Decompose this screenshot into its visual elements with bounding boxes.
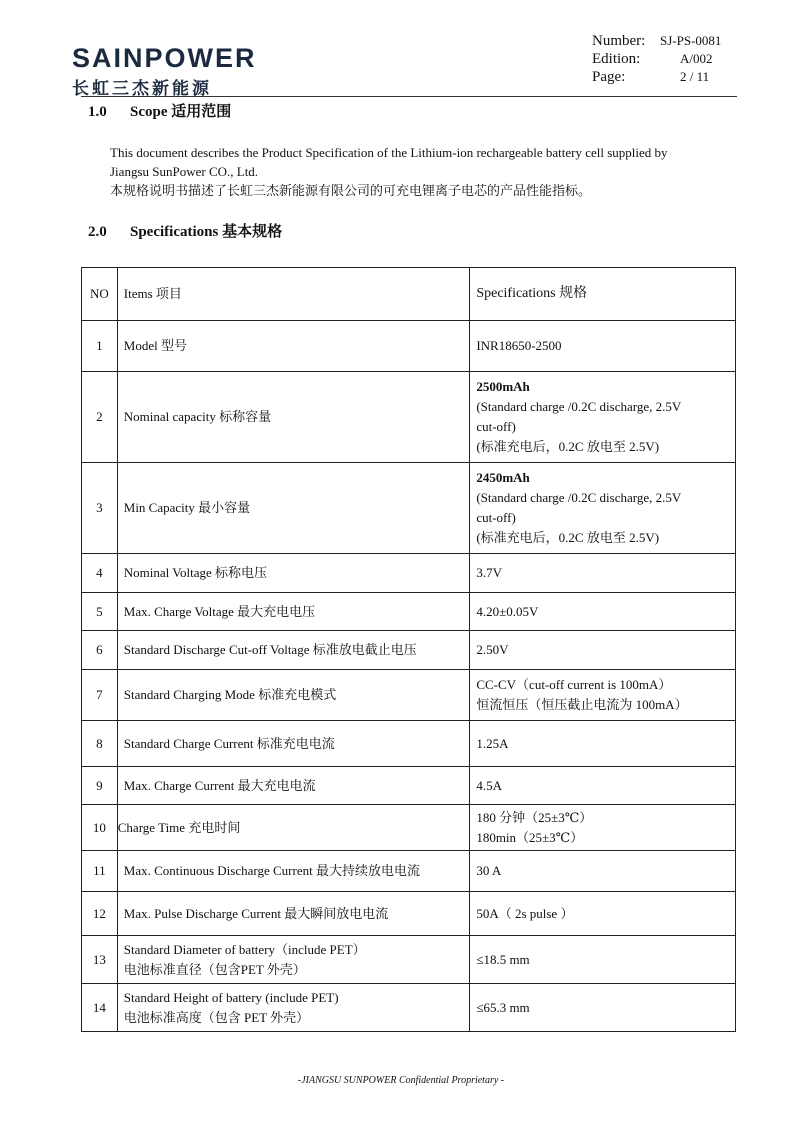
section-number: 2.0	[88, 224, 107, 240]
value-line: 180 分钟（25±3℃）	[476, 809, 593, 825]
row-number: 6	[82, 631, 118, 670]
row-number: 10	[82, 805, 118, 851]
row-value: 4.5A	[470, 767, 736, 805]
specifications-table	[81, 267, 736, 1032]
row-value	[470, 463, 736, 554]
row-item: Min Capacity 最小容量	[117, 463, 470, 554]
value-line: (标准充电后，0.2C 放电至 2.5V)	[476, 530, 660, 545]
edition-label: Edition:	[592, 51, 641, 67]
header-items: Items 项目	[117, 268, 470, 321]
row-value: 50A（ 2s pulse ）	[470, 892, 736, 936]
row-number: 7	[82, 670, 118, 721]
document-meta	[592, 32, 721, 86]
value-line: 180min（25±3℃）	[476, 829, 584, 845]
section-specifications-heading	[88, 220, 282, 241]
section-number: 1.0	[88, 104, 107, 120]
scope-line: This document describes the Product Specification of the Lithium-ion rechargeable battery cell supplied by	[110, 145, 668, 160]
table-row	[82, 892, 736, 936]
row-item	[117, 936, 470, 984]
scope-paragraph	[110, 143, 730, 200]
section-title: Specifications 基本规格	[130, 224, 283, 240]
row-item: Max. Pulse Discharge Current 最大瞬间放电电流	[117, 892, 470, 936]
value-line: 恒流恒压（恒压截止电流为 100mA）	[476, 697, 688, 712]
row-number: 9	[82, 767, 118, 805]
table-row	[82, 554, 736, 593]
value-line: (Standard charge /0.2C discharge, 2.5V	[476, 490, 682, 505]
row-number: 8	[82, 721, 118, 767]
row-item: Nominal capacity 标称容量	[117, 372, 470, 463]
item-line: Standard Diameter of battery（include PET）	[123, 941, 366, 957]
section-scope-heading	[88, 100, 231, 121]
value-line: (标准充电后，0.2C 放电至 2.5V)	[476, 439, 660, 454]
table-row	[82, 936, 736, 984]
row-item: Nominal Voltage 标称电压	[117, 554, 470, 593]
table-row	[82, 984, 736, 1032]
row-value: INR18650-2500	[470, 321, 736, 372]
row-value: 4.20±0.05V	[470, 593, 736, 631]
page-label: Page:	[592, 69, 626, 85]
number-value: SJ-PS-0081	[660, 33, 722, 48]
row-item: Max. Continuous Discharge Current 最大持续放电电流	[117, 851, 470, 892]
table-row	[82, 463, 736, 554]
row-value: 2.50V	[470, 631, 736, 670]
row-value: 3.7V	[470, 554, 736, 593]
scope-line: 本规格说明书描述了长虹三杰新能源有限公司的可充电锂离子电芯的产品性能指标。	[110, 183, 592, 198]
value-line: CC-CV（cut-off current is 100mA）	[476, 677, 672, 692]
section-title: Scope 适用范围	[130, 104, 232, 120]
table-row	[82, 805, 736, 851]
row-item: Max. Charge Voltage 最大充电电压	[117, 593, 470, 631]
item-line: Standard Height of battery (include PET)	[123, 989, 339, 1005]
row-item: Max. Charge Current 最大充电电流	[117, 767, 470, 805]
row-value	[470, 670, 736, 721]
header-divider	[81, 96, 737, 97]
row-number: 5	[82, 593, 118, 631]
table-row	[82, 721, 736, 767]
row-number: 13	[82, 936, 118, 984]
page-value: 2 / 11	[680, 69, 710, 84]
value-line: (Standard charge /0.2C discharge, 2.5V	[476, 399, 682, 414]
number-label: Number:	[592, 33, 646, 49]
row-value: 1.25A	[470, 721, 736, 767]
row-item: Model 型号	[117, 321, 470, 372]
table-row	[82, 321, 736, 372]
table-row	[82, 372, 736, 463]
table-row	[82, 631, 736, 670]
scope-line: Jiangsu SunPower CO., Ltd.	[110, 164, 259, 179]
row-item: Standard Discharge Cut-off Voltage 标准放电截止电压	[117, 631, 470, 670]
row-item	[117, 984, 470, 1032]
logo-wordmark: SAINPOWER	[72, 43, 257, 73]
row-number: 3	[82, 463, 118, 554]
value-primary: 2500mAh	[476, 379, 530, 394]
value-primary: 2450mAh	[476, 470, 530, 485]
item-line: 电池标准高度（包含 PET 外壳）	[123, 1009, 310, 1025]
row-item: Charge Time 充电时间	[117, 805, 470, 851]
row-value	[470, 372, 736, 463]
row-item: Standard Charge Current 标准充电电流	[117, 721, 470, 767]
row-number: 14	[82, 984, 118, 1032]
table-row	[82, 767, 736, 805]
page-footer: -JIANGSU SUNPOWER Confidential Proprietary -	[297, 1075, 505, 1086]
logo-chinese-name: 长虹三杰新能源	[72, 79, 212, 99]
row-number: 11	[82, 851, 118, 892]
row-value: ≤18.5 mm	[470, 936, 736, 984]
row-number: 2	[82, 372, 118, 463]
row-value	[470, 805, 736, 851]
edition-value: A/002	[680, 51, 713, 66]
header-no: NO	[82, 268, 118, 321]
table-row	[82, 670, 736, 721]
header-specifications: Specifications 规格	[470, 268, 736, 321]
company-logo	[72, 44, 257, 99]
row-value: ≤65.3 mm	[470, 984, 736, 1032]
row-number: 4	[82, 554, 118, 593]
table-row	[82, 593, 736, 631]
value-line: cut-off)	[476, 510, 516, 525]
table-row	[82, 851, 736, 892]
item-line: 电池标准直径（包含PET 外壳）	[123, 961, 306, 977]
row-number: 1	[82, 321, 118, 372]
value-line: cut-off)	[476, 419, 516, 434]
row-item: Standard Charging Mode 标准充电模式	[117, 670, 470, 721]
row-number: 12	[82, 892, 118, 936]
row-value: 30 A	[470, 851, 736, 892]
table-header-row	[82, 268, 736, 321]
